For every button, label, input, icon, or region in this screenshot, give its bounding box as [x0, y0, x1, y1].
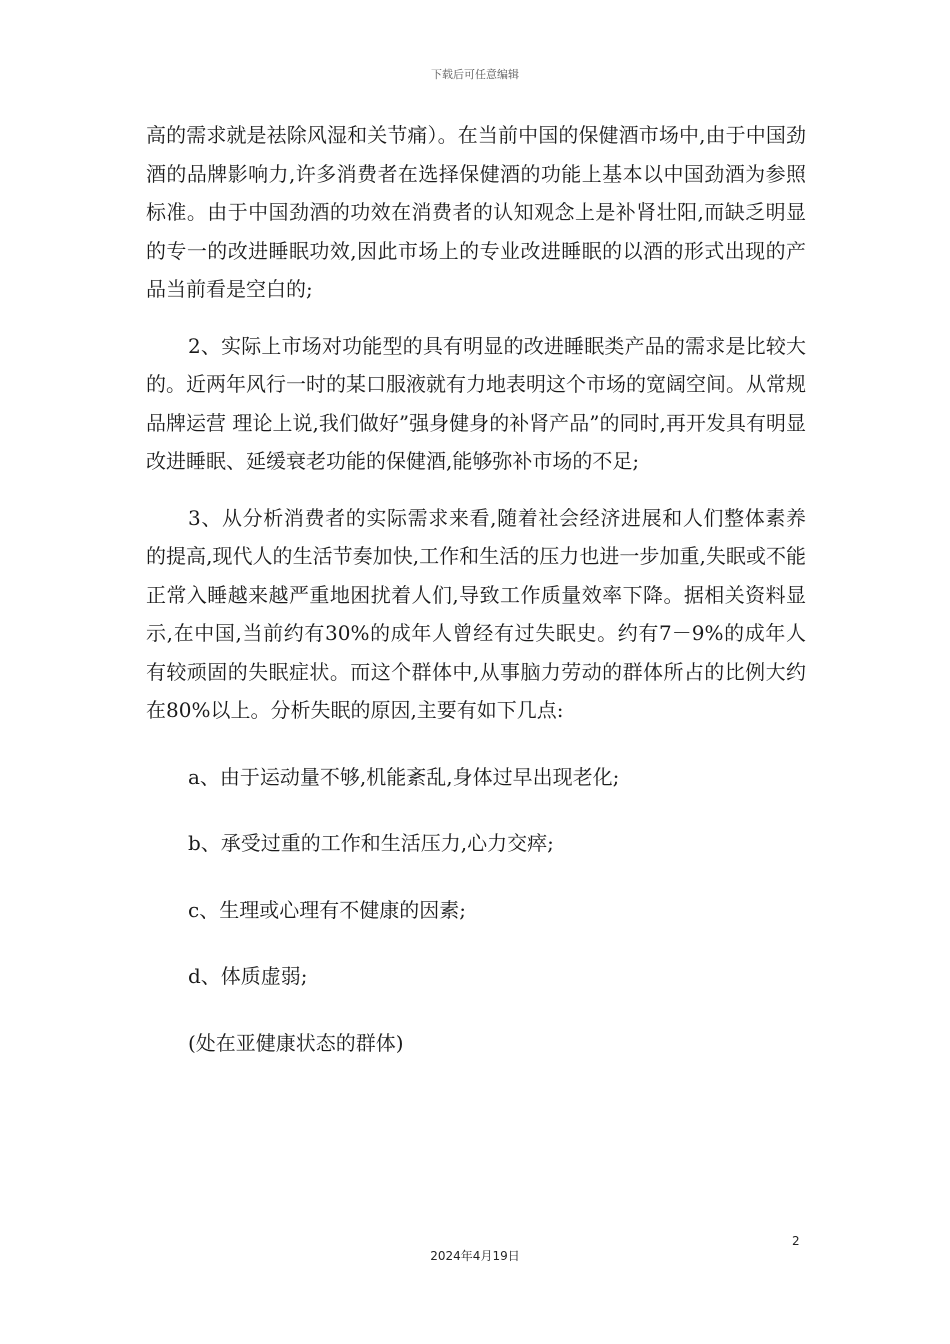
list-item-c: c、生理或心理有不健康的因素;	[188, 897, 466, 922]
paragraph-point-3: 3、从分析消费者的实际需求来看,随着社会经济进展和人们整体素养的提高,现代人的生活节奏加快,工作和生活的压力也进一步加重,失眠或不能正常入睡越来越严重地困扰着人们,导致工作质量效率下降。据相关资料显示,在中国,当前约有30%的成年人曾经有过失眠史。约有7－9%的成年人有较顽固的失眠症状。而这个群体中,从事脑力劳动的群体所占的比例大约在80%以上。分析失眠的原因,主要有如下几点:	[146, 505, 806, 722]
list-item-b: b、承受过重的工作和生活压力,心力交瘁;	[188, 831, 554, 855]
list-item-a: a、由于运动量不够,机能紊乱,身体过早出现老化;	[188, 764, 620, 789]
group-note: (处在亚健康状态的群体)	[188, 1030, 404, 1055]
list-item-d: d、体质虚弱;	[188, 964, 308, 988]
header-note: 下载后可任意编辑	[431, 68, 519, 81]
document-body	[146, 116, 806, 1062]
footer-date: 2024年4月19日	[430, 1249, 520, 1263]
page-number: 2	[792, 1234, 800, 1248]
paragraph-continuation: 高的需求就是祛除风湿和关节痛）。在当前中国的保健酒市场中,由于中国劲酒的品牌影响力,许多消费者在选择保健酒的功能上基本以中国劲酒为参照标准。由于中国劲酒的功效在消费者的认知观念上是补肾壮阳,而缺乏明显的专一的改进睡眠功效,因此市场上的专业改进睡眠的以酒的形式出现的产品当前看是空白的;	[146, 123, 806, 301]
paragraph-point-2: 2、实际上市场对功能型的具有明显的改进睡眠类产品的需求是比较大的。近两年风行一时的某口服液就有力地表明这个市场的宽阔空间。从常规品牌运营 理论上说,我们做好”强身健身的补肾产品”的同时,再开发具有明显改进睡眠、延缓衰老功能的保健酒,能够弥补市场的不足;	[146, 333, 806, 473]
